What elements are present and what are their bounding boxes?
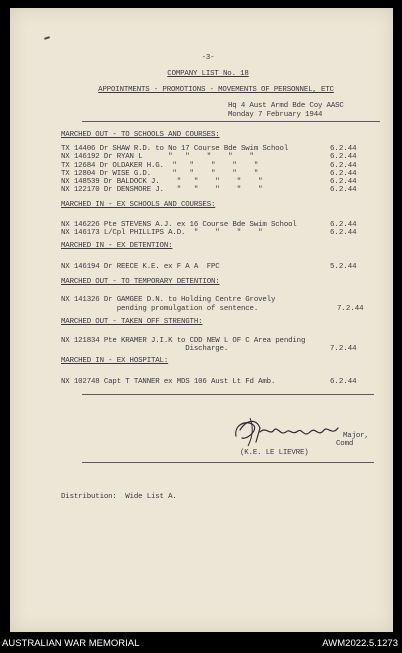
list-item: NX 141326 Dr GAMGEE D.N. to Holding Centre Grovely: [61, 296, 276, 304]
list-item: NX 146192 Dr RYAN L " " " " ": [61, 153, 254, 161]
handwritten-signature: [230, 414, 350, 450]
unit-line: Hq 4 Aust Armd Bde Coy AASC: [228, 102, 344, 110]
list-item: TX 12804 Dr WISE G.D. " " " " ": [61, 170, 259, 178]
list-item: NX 121834 Pte KRAMER J.I.K to CDD NEW L OF C Area pending: [61, 337, 306, 345]
section-heading: MARCHED OUT - TO SCHOOLS AND COURSES:: [61, 131, 220, 139]
list-item: TX 14406 Dr SHAW R.D. to No 17 Course Bde Swim School: [61, 145, 289, 153]
list-item: NX 102748 Capt T TANNER ex MDS 106 Aust Lt Fd Amb.: [61, 378, 276, 386]
item-date: 6.2.44: [330, 178, 357, 186]
footer-divider: [82, 394, 374, 395]
footer-source: AUSTRALIAN WAR MEMORIAL: [2, 638, 140, 649]
list-item: NX 146226 Pte STEVENS A.J. ex 16 Course Bde Swim School: [61, 221, 297, 229]
list-item: NX 122170 Dr DENSMORE J. " " " " ": [61, 186, 263, 194]
document-subtitle: APPOINTMENTS - PROMOTIONS - MOVEMENTS OF PERSONNEL, ETC: [98, 86, 334, 94]
section-heading: MARCHED OUT - TO TEMPORARY DETENTION:: [61, 278, 220, 286]
item-date: 6.2.44: [330, 145, 357, 153]
page-number: -3-: [201, 54, 215, 62]
signature-rank: Major,: [343, 432, 369, 440]
item-date: 6.2.44: [330, 153, 357, 161]
distribution-line: Distribution: Wide List A.: [61, 493, 177, 501]
item-date: 5.2.44: [330, 263, 357, 271]
list-item: NX 146194 Dr REECE K.E. ex F A A FPC: [61, 263, 220, 271]
list-item: Discharge.: [61, 345, 229, 353]
footer-reference: AWM2022.5.1273: [322, 638, 398, 649]
date-line: Monday 7 February 1944: [228, 111, 323, 119]
item-date: 6.2.44: [330, 186, 357, 194]
list-item: TX 12684 Dr OLDAKER H.G. " " " " ": [61, 162, 259, 170]
item-date: 6.2.44: [330, 229, 357, 237]
signature-role: Comd: [336, 440, 354, 448]
list-item: pending promulgation of sentence.: [61, 305, 259, 313]
list-item: NX 146173 L/Cpl PHILLIPS A.D. " " " ": [61, 229, 263, 237]
section-heading: MARCHED IN - EX HOSPITAL:: [61, 357, 169, 365]
item-date: 6.2.44: [330, 162, 357, 170]
list-item: NX 148539 Dr BALDOCK J. " " " " ": [61, 178, 263, 186]
header-divider: [82, 121, 380, 122]
item-date: 6.2.44: [330, 378, 357, 386]
item-date: 6.2.44: [330, 221, 357, 229]
section-heading: MARCHED OUT - TAKEN OFF STRENGTH:: [61, 318, 203, 326]
item-date: 6.2.44: [330, 170, 357, 178]
item-date: 7.2.44: [330, 345, 357, 353]
section-heading: MARCHED IN - EX SCHOOLS AND COURSES:: [61, 201, 216, 209]
section-heading: MARCHED IN - EX DETENTION:: [61, 242, 173, 250]
document-title: COMPANY LIST No. 18: [167, 70, 249, 78]
signature-name: (K.E. LE LIEVRE): [240, 449, 309, 457]
item-date: 7.2.44: [337, 305, 364, 313]
signature-divider: [82, 462, 374, 463]
